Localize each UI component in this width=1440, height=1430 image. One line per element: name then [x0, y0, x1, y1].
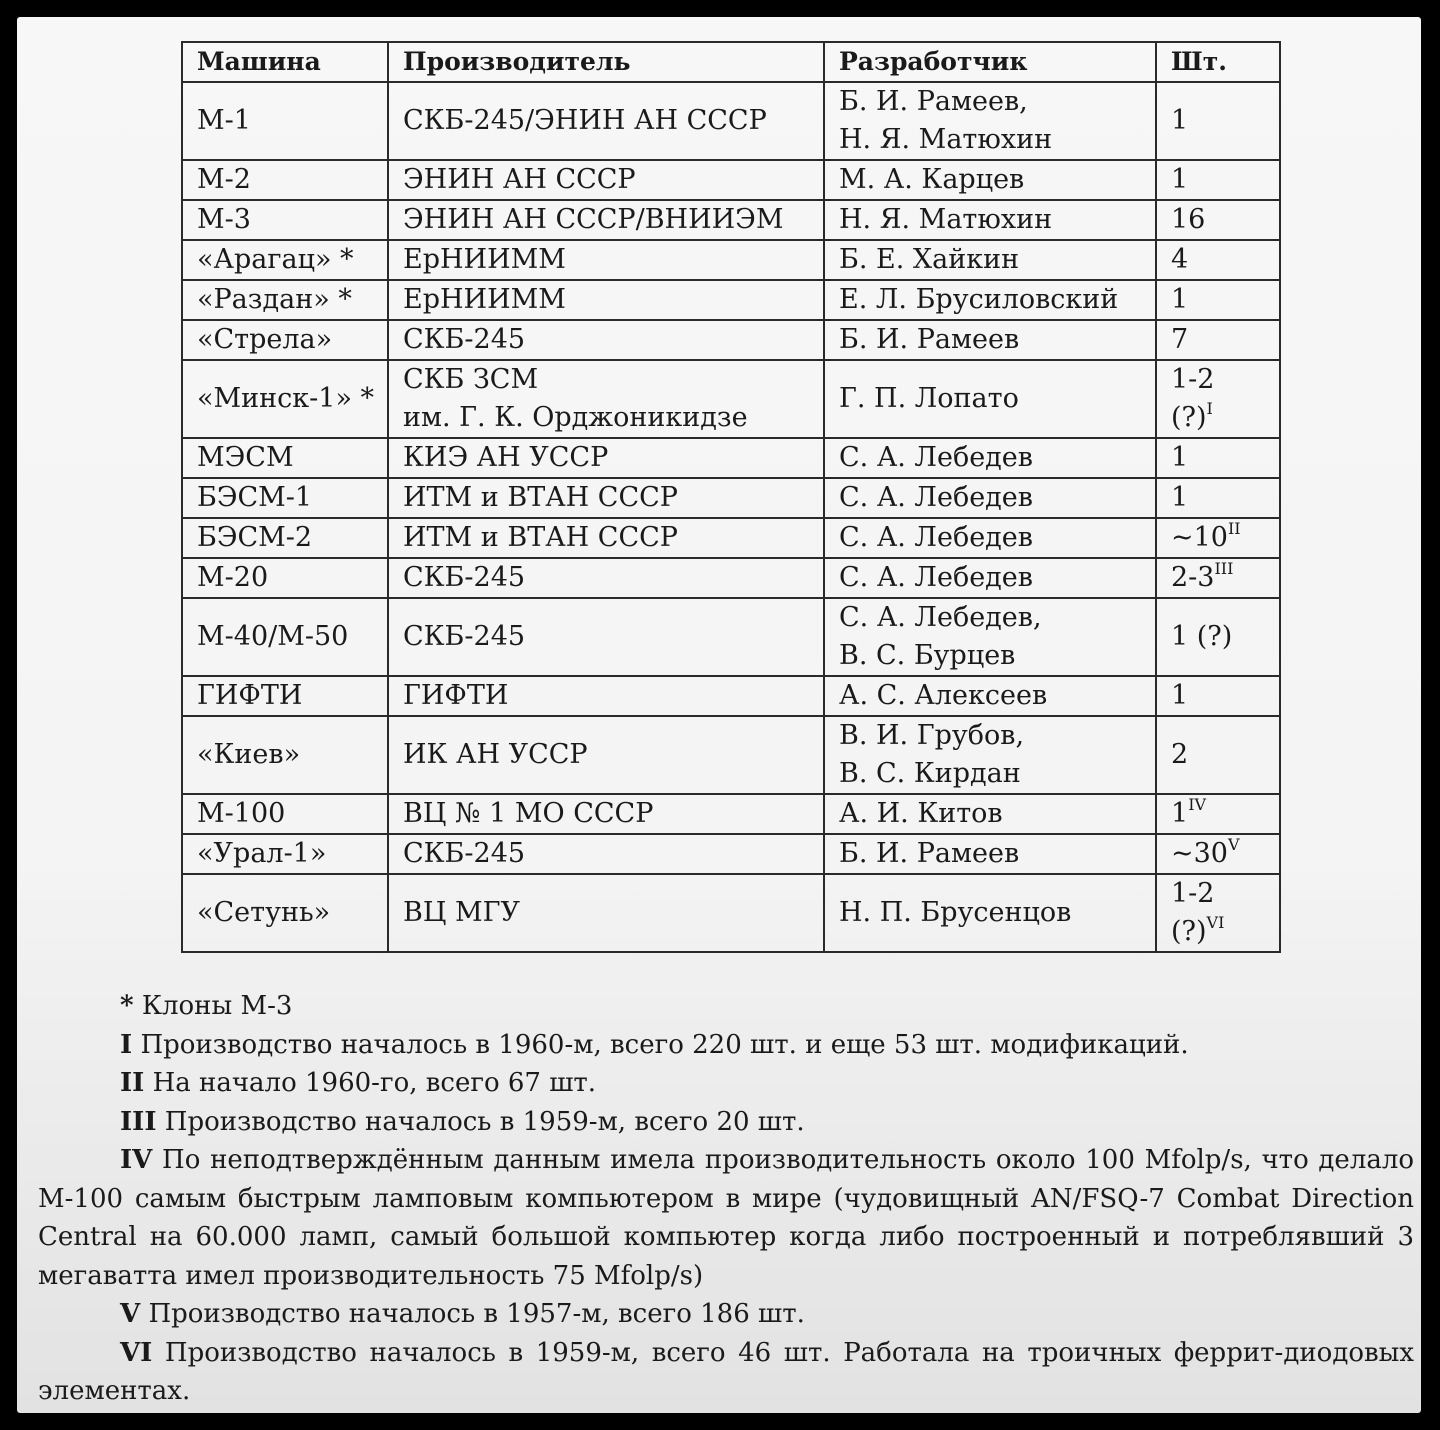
- table-row: [182, 200, 1280, 240]
- maker-line: им. Г. К. Орджоникидзе: [403, 402, 748, 433]
- cell-count: [1156, 518, 1280, 558]
- cell-maker: [388, 280, 824, 320]
- footnote: [38, 1141, 1414, 1295]
- table-row: [182, 438, 1280, 478]
- footnote: [38, 1103, 1414, 1142]
- machine-name: М-40/М-50: [197, 621, 349, 652]
- footnote-text: Производство началось в 1957-м, всего 186 шт.: [148, 1299, 805, 1329]
- table-body: [182, 82, 1280, 952]
- footnote-text: Производство началось в 1959-м, всего 20 шт.: [164, 1106, 805, 1137]
- count-line: 1 (?): [1171, 621, 1233, 652]
- machine-name: «Арагац» *: [197, 244, 354, 275]
- cell-machine: [182, 320, 388, 360]
- table-row: [182, 360, 1280, 438]
- cell-maker: [388, 82, 824, 160]
- cell-count: [1156, 438, 1280, 478]
- count-line-wrap: [1171, 835, 1240, 869]
- footnote-ref: VI: [1206, 913, 1225, 932]
- maker-line: ИК АН УССР: [403, 739, 588, 770]
- cell-developer: [824, 558, 1156, 598]
- developer-line: А. И. Китов: [839, 798, 1003, 829]
- developer-line: В. С. Бурцев: [839, 640, 1016, 671]
- cell-maker: [388, 598, 824, 676]
- developer-line: В. И. Грубов,: [839, 720, 1025, 751]
- machine-name: М-2: [197, 164, 251, 195]
- count-line: 1: [1171, 105, 1189, 136]
- table-row: [182, 160, 1280, 200]
- header-machine: Машина: [182, 42, 388, 82]
- cell-count: [1156, 794, 1280, 834]
- cell-count: [1156, 676, 1280, 716]
- machine-name: ГИФТИ: [197, 680, 303, 711]
- footnote: [38, 1295, 1414, 1334]
- cell-developer: [824, 240, 1156, 280]
- developer-line: С. А. Лебедев: [839, 522, 1033, 553]
- count-line: 1: [1171, 442, 1189, 473]
- footnote-mark: *: [120, 991, 134, 1021]
- maker-line: ВЦ № 1 МО СССР: [403, 798, 654, 829]
- cell-developer: [824, 438, 1156, 478]
- developer-line: С. А. Лебедев: [839, 562, 1033, 593]
- footnote-text: Клоны М-3: [141, 991, 293, 1021]
- maker-line: СКБ-245: [403, 838, 526, 869]
- cell-machine: [182, 160, 388, 200]
- count-line: 1: [1171, 482, 1189, 513]
- cell-maker: [388, 794, 824, 834]
- maker-line: ИТМ и ВТАН СССР: [403, 482, 678, 513]
- developer-line: А. С. Алексеев: [839, 680, 1048, 711]
- cell-maker: [388, 160, 824, 200]
- maker-line: СКБ ЗСМ: [403, 364, 539, 395]
- table-row: [182, 874, 1280, 952]
- count-line: 1: [1171, 164, 1189, 195]
- maker-line: ЕрНИИММ: [403, 284, 566, 315]
- count-line-wrap: [1171, 559, 1234, 593]
- cell-maker: [388, 438, 824, 478]
- table-row: [182, 478, 1280, 518]
- cell-count: [1156, 82, 1280, 160]
- machine-name: БЭСМ-1: [197, 482, 313, 513]
- maker-line: ВЦ МГУ: [403, 897, 521, 928]
- table-header-row: [182, 42, 1280, 82]
- cell-developer: [824, 716, 1156, 794]
- table-row: [182, 834, 1280, 874]
- count-line: 4: [1171, 244, 1189, 275]
- cell-count: [1156, 598, 1280, 676]
- footnote-ref: II: [1227, 519, 1241, 538]
- cell-maker: [388, 320, 824, 360]
- machine-name: М-1: [197, 105, 251, 136]
- cell-maker: [388, 360, 824, 438]
- count-line: 7: [1171, 324, 1189, 355]
- cell-count: [1156, 558, 1280, 598]
- table-row: [182, 280, 1280, 320]
- maker-line: ЭНИН АН СССР/ВНИИЭМ: [403, 204, 784, 235]
- count-line-wrap: [1171, 399, 1265, 437]
- table-row: [182, 794, 1280, 834]
- footnote-text: По неподтверждённым данным имела производительность около 100 Mfolp/s, что делало М-100 самым быстрым ламповым компьютером в мире (чудовищный AN/FSQ-7 Combat Direction Central на 60.000 ламп, самый большой компьютер когда либо построенный и потреблявший 3 мегаватта имел производительность 75 Mfolp/s): [38, 1145, 1415, 1291]
- count-line-wrap: [1171, 913, 1265, 951]
- cell-count: [1156, 200, 1280, 240]
- machine-name: М-3: [197, 204, 251, 235]
- footnote-ref: V: [1227, 835, 1240, 854]
- footnote: [38, 1026, 1414, 1065]
- cell-machine: [182, 82, 388, 160]
- cell-developer: [824, 834, 1156, 874]
- footnote-mark: IV: [120, 1145, 153, 1175]
- cell-count: [1156, 478, 1280, 518]
- count-line: 2: [1171, 739, 1189, 770]
- count-line-wrap: [1171, 795, 1207, 829]
- count-line: 1: [1171, 284, 1189, 315]
- count-line: (?): [1171, 916, 1207, 947]
- footnote-ref: III: [1214, 559, 1234, 578]
- cell-developer: [824, 794, 1156, 834]
- cell-machine: [182, 438, 388, 478]
- cell-maker: [388, 518, 824, 558]
- machine-name: «Киев»: [197, 739, 301, 770]
- cell-developer: [824, 82, 1156, 160]
- count-line: 2-3: [1171, 562, 1215, 593]
- table-row: [182, 82, 1280, 160]
- table-row: [182, 598, 1280, 676]
- table-row: [182, 676, 1280, 716]
- count-line: 1: [1171, 680, 1189, 711]
- cell-machine: [182, 716, 388, 794]
- footnote-ref: I: [1206, 399, 1213, 418]
- cell-machine: [182, 360, 388, 438]
- footnote: [38, 1064, 1414, 1103]
- count-line: ~10: [1171, 522, 1228, 553]
- header-developer: Разработчик: [824, 42, 1156, 82]
- cell-developer: [824, 280, 1156, 320]
- count-line-wrap: [1171, 519, 1241, 553]
- developer-line: Б. И. Рамеев: [839, 838, 1020, 869]
- developer-line: Н. Я. Матюхин: [839, 124, 1053, 155]
- machine-name: МЭСМ: [197, 442, 294, 473]
- table-row: [182, 716, 1280, 794]
- count-line: 1-2: [1171, 364, 1215, 395]
- header-count: Шт.: [1156, 42, 1280, 82]
- cell-maker: [388, 478, 824, 518]
- cell-maker: [388, 558, 824, 598]
- cell-developer: [824, 200, 1156, 240]
- footnote-mark: II: [120, 1068, 145, 1098]
- cell-count: [1156, 716, 1280, 794]
- cell-developer: [824, 478, 1156, 518]
- footnotes: [38, 987, 1414, 1411]
- footnote-text: На начало 1960-го, всего 67 шт.: [152, 1068, 597, 1098]
- footnote: [38, 1334, 1414, 1411]
- cell-count: [1156, 240, 1280, 280]
- cell-maker: [388, 676, 824, 716]
- machine-name: БЭСМ-2: [197, 522, 313, 553]
- developer-line: Н. П. Брусенцов: [839, 897, 1072, 928]
- cell-machine: [182, 558, 388, 598]
- cell-machine: [182, 598, 388, 676]
- cell-developer: [824, 598, 1156, 676]
- machine-name: «Урал-1»: [197, 838, 327, 869]
- maker-line: СКБ-245: [403, 562, 526, 593]
- machine-name: «Раздан» *: [197, 284, 352, 315]
- cell-machine: [182, 518, 388, 558]
- count-line: (?): [1171, 402, 1207, 433]
- count-line: 1-2: [1171, 878, 1215, 909]
- cell-machine: [182, 834, 388, 874]
- header-maker: Производитель: [388, 42, 824, 82]
- developer-line: С. А. Лебедев,: [839, 602, 1042, 633]
- cell-count: [1156, 320, 1280, 360]
- cell-count: [1156, 160, 1280, 200]
- cell-count: [1156, 834, 1280, 874]
- cell-machine: [182, 676, 388, 716]
- cell-developer: [824, 676, 1156, 716]
- cell-developer: [824, 874, 1156, 952]
- developer-line: Н. Я. Матюхин: [839, 204, 1053, 235]
- machine-name: «Сетунь»: [197, 897, 331, 928]
- cell-developer: [824, 320, 1156, 360]
- document-page: [17, 17, 1421, 1413]
- cell-count: [1156, 280, 1280, 320]
- computers-table: [181, 41, 1281, 953]
- machine-name: М-20: [197, 562, 269, 593]
- cell-maker: [388, 716, 824, 794]
- machine-name: «Минск-1» *: [197, 383, 375, 414]
- count-line: ~30: [1171, 838, 1228, 869]
- developer-line: Б. И. Рамеев,: [839, 86, 1028, 117]
- developer-line: Б. Е. Хайкин: [839, 244, 1020, 275]
- developer-line: М. А. Карцев: [839, 164, 1025, 195]
- table-row: [182, 558, 1280, 598]
- cell-machine: [182, 478, 388, 518]
- count-line: 16: [1171, 204, 1206, 235]
- maker-line: ЭНИН АН СССР: [403, 164, 636, 195]
- developer-line: Е. Л. Брусиловский: [839, 284, 1119, 315]
- count-line: 1: [1171, 798, 1189, 829]
- footnote-text: Производство началось в 1959-м, всего 46 шт. Работала на троичных феррит-диодовых элементах.: [38, 1337, 1414, 1406]
- cell-maker: [388, 834, 824, 874]
- developer-line: С. А. Лебедев: [839, 442, 1033, 473]
- cell-count: [1156, 360, 1280, 438]
- cell-developer: [824, 518, 1156, 558]
- cell-machine: [182, 874, 388, 952]
- footnote: [38, 987, 1414, 1026]
- footnote-mark: I: [120, 1029, 133, 1060]
- maker-line: ИТМ и ВТАН СССР: [403, 522, 678, 553]
- footnote-text: Производство началось в 1960-м, всего 220 шт. и еще 53 шт. модификаций.: [140, 1029, 1189, 1060]
- developer-line: Г. П. Лопато: [839, 383, 1019, 414]
- cell-maker: [388, 240, 824, 280]
- maker-line: ГИФТИ: [403, 680, 509, 711]
- maker-line: СКБ-245/ЭНИН АН СССР: [403, 105, 767, 136]
- cell-maker: [388, 874, 824, 952]
- maker-line: КИЭ АН УССР: [403, 442, 609, 473]
- cell-developer: [824, 360, 1156, 438]
- footnote-mark: III: [120, 1106, 157, 1137]
- maker-line: СКБ-245: [403, 324, 526, 355]
- machine-name: «Стрела»: [197, 324, 333, 355]
- developer-line: В. С. Кирдан: [839, 758, 1021, 789]
- footnote-mark: VI: [120, 1337, 153, 1368]
- cell-machine: [182, 280, 388, 320]
- table-row: [182, 320, 1280, 360]
- cell-developer: [824, 160, 1156, 200]
- developer-line: Б. И. Рамеев: [839, 324, 1020, 355]
- machine-name: М-100: [197, 798, 286, 829]
- footnote-ref: IV: [1188, 795, 1207, 814]
- cell-machine: [182, 240, 388, 280]
- cell-machine: [182, 794, 388, 834]
- maker-line: ЕрНИИММ: [403, 244, 566, 275]
- cell-machine: [182, 200, 388, 240]
- developer-line: С. А. Лебедев: [839, 482, 1033, 513]
- table-row: [182, 518, 1280, 558]
- maker-line: СКБ-245: [403, 621, 526, 652]
- cell-count: [1156, 874, 1280, 952]
- cell-maker: [388, 200, 824, 240]
- footnote-mark: V: [120, 1299, 141, 1329]
- table-row: [182, 240, 1280, 280]
